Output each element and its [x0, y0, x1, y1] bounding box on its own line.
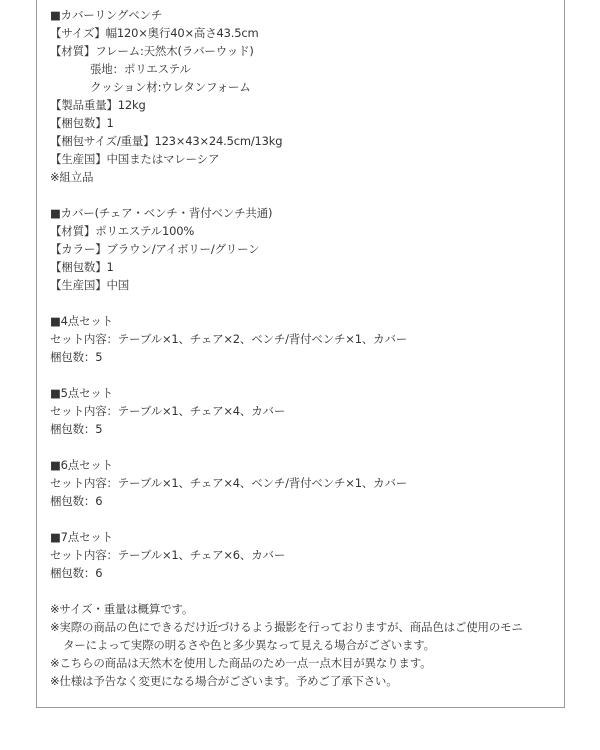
- set-package-count: 梱包数：6: [50, 494, 103, 508]
- spec-content: [50, 6, 560, 690]
- set-package-count: 梱包数：6: [50, 566, 103, 580]
- cover-origin: 【生産国】中国: [50, 278, 130, 292]
- note-color: ※実際の商品の色にできるだけ近づけるよう撮影を行っておりますが、商品色はご使用のモニ: [50, 620, 523, 634]
- bench-weight: 【製品重量】12kg: [50, 98, 146, 112]
- bench-material: 【材質】フレーム:天然木(ラバーウッド): [50, 44, 254, 58]
- set-contents: セット内容：テーブル×1、チェア×4、カバー: [50, 404, 286, 418]
- bench-origin: 【生産国】中国またはマレーシア: [50, 152, 220, 166]
- cover-heading: ■カバー(チェア・ベンチ・背付ベンチ共通): [50, 206, 273, 220]
- set-contents: セット内容：テーブル×1、チェア×2、ベンチ/背付ベンチ×1、カバー: [50, 332, 408, 346]
- bench-assembly-note: ※組立品: [50, 170, 94, 184]
- set-package-count: 梱包数：5: [50, 350, 103, 364]
- cover-package-count: 【梱包数】1: [50, 260, 114, 274]
- bench-material-cushion: クッション材:ウレタンフォーム: [90, 80, 251, 94]
- note-size-weight: ※サイズ・重量は概算です。: [50, 602, 194, 616]
- set-heading: ■5点セット: [50, 386, 113, 400]
- bench-package-size: 【梱包サイズ/重量】123×43×24.5cm/13kg: [50, 134, 283, 148]
- cover-material: 【材質】ポリエステル100%: [50, 224, 195, 238]
- note-spec-change: ※仕様は予告なく変更になる場合がございます。予めご了承下さい。: [50, 674, 398, 688]
- bench-heading: ■カバーリングベンチ: [50, 8, 163, 22]
- set-heading: ■4点セット: [50, 314, 113, 328]
- set-contents: セット内容：テーブル×1、チェア×6、カバー: [50, 548, 286, 562]
- cover-colors: 【カラー】ブラウン/アイボリー/グリーン: [50, 242, 260, 256]
- bench-package-count: 【梱包数】1: [50, 116, 114, 130]
- note-color-continued: ターによって実際の明るさや色と多少異なって見える場合がございます。: [63, 638, 435, 652]
- set-contents: セット内容：テーブル×1、チェア×4、ベンチ/背付ベンチ×1、カバー: [50, 476, 408, 490]
- bench-size: 【サイズ】幅120×奥行40×高さ43.5cm: [50, 26, 259, 40]
- bench-material-upholstery: 張地：ポリエステル: [90, 62, 191, 76]
- set-heading: ■6点セット: [50, 458, 113, 472]
- set-heading: ■7点セット: [50, 530, 113, 544]
- note-wood-grain: ※こちらの商品は天然木を使用した商品のため一点一点木目が異なります。: [50, 656, 432, 670]
- set-package-count: 梱包数：5: [50, 422, 103, 436]
